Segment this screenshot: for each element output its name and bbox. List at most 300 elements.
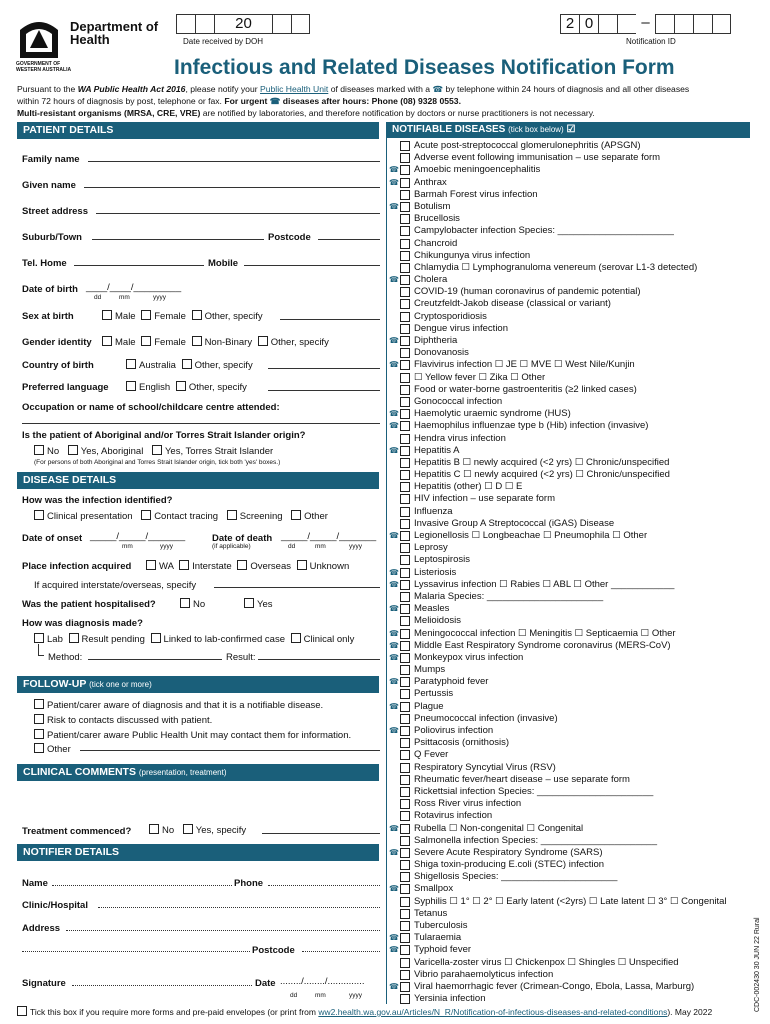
- notifier-phone-field[interactable]: [268, 876, 380, 886]
- disease-label: Mumps: [414, 664, 446, 676]
- notification-id-boxes[interactable]: [560, 14, 731, 34]
- street-label: Street address: [22, 206, 89, 217]
- phone-icon: ☎: [389, 640, 399, 650]
- notifier-date-label: Date: [255, 978, 276, 989]
- torres-yes-checkbox[interactable]: [152, 445, 162, 455]
- clinic-field[interactable]: [98, 898, 380, 908]
- disease-row[interactable]: [392, 871, 752, 883]
- disease-label: Meningococcal infection ☐ Meningitis ☐ Septicaemia ☐ Other: [414, 627, 676, 639]
- disease-label: Smallpox: [414, 883, 454, 895]
- disease-row[interactable]: [392, 908, 752, 920]
- suburb-label: Suburb/Town: [22, 232, 82, 243]
- disease-checkbox[interactable]: [400, 811, 410, 821]
- disease-checkbox[interactable]: [400, 921, 410, 931]
- notifier-name-label: Name: [22, 878, 48, 889]
- disease-checkbox[interactable]: [400, 848, 410, 858]
- disease-checkbox[interactable]: [400, 897, 410, 907]
- disease-checkbox[interactable]: [400, 604, 410, 614]
- disease-row[interactable]: [389, 846, 752, 859]
- disease-checkbox[interactable]: [400, 360, 410, 370]
- lab-checkbox[interactable]: [34, 633, 44, 643]
- disease-label: Middle East Respiratory Syndrome coronavirus (MERS-CoV): [414, 639, 671, 651]
- result-field[interactable]: [258, 650, 380, 660]
- disease-label: Amoebic meningoencephalitis: [414, 164, 541, 176]
- disease-label: Plague: [414, 700, 444, 712]
- disease-label: Typhoid fever: [414, 944, 472, 956]
- disease-checkbox[interactable]: [400, 373, 410, 383]
- language-other-field[interactable]: [268, 381, 380, 391]
- disease-row[interactable]: [392, 286, 752, 298]
- disease-row[interactable]: [389, 164, 752, 176]
- disease-checkbox[interactable]: [400, 665, 410, 675]
- disease-checkbox[interactable]: [400, 299, 410, 309]
- disease-row[interactable]: [389, 932, 752, 944]
- disease-checkbox[interactable]: [400, 519, 410, 529]
- language-label: Preferred language: [22, 382, 109, 393]
- disease-row[interactable]: [392, 786, 752, 798]
- how-identified-label: How was the infection identified?: [22, 495, 173, 506]
- disease-label: HIV infection – use separate form: [414, 493, 555, 505]
- disease-label: Tuberculosis: [414, 920, 468, 931]
- disease-label: Psittacosis (ornithosis): [414, 737, 510, 749]
- gender-female-checkbox[interactable]: [141, 336, 151, 346]
- disease-label: Chikungunya virus infection: [414, 249, 531, 261]
- disease-row[interactable]: [392, 384, 752, 396]
- disease-row[interactable]: [389, 700, 752, 713]
- disease-label: Rubella ☐ Non-congenital ☐ Congenital: [414, 822, 584, 834]
- doh-logo: [16, 12, 176, 72]
- disease-checkbox[interactable]: [400, 263, 410, 273]
- disease-checkbox[interactable]: [400, 763, 410, 773]
- disease-row[interactable]: [392, 688, 752, 700]
- phone-icon: ☎: [389, 445, 399, 455]
- disease-checkbox[interactable]: [400, 214, 410, 224]
- disease-row[interactable]: [389, 676, 752, 688]
- disease-row[interactable]: [392, 140, 752, 152]
- disease-row[interactable]: [389, 420, 752, 432]
- phone-icon: ☎: [389, 933, 399, 943]
- disease-label: Haemolytic uraemic syndrome (HUS): [414, 408, 571, 420]
- language-english-checkbox[interactable]: [126, 381, 136, 391]
- country-australia-checkbox[interactable]: [126, 359, 136, 369]
- phone-icon: ☎: [389, 201, 399, 211]
- disease-checkbox[interactable]: [400, 202, 410, 212]
- disease-checkbox[interactable]: [400, 470, 410, 480]
- phone-icon: ☎: [389, 823, 399, 833]
- disease-row[interactable]: [392, 737, 752, 749]
- disease-row[interactable]: [392, 469, 752, 481]
- disease-checkbox[interactable]: [400, 494, 410, 504]
- disease-checkbox[interactable]: [400, 836, 410, 846]
- notifier-date-field[interactable]: ......../......../..............: [280, 976, 365, 987]
- disease-row[interactable]: [392, 591, 752, 603]
- disease-row[interactable]: [392, 664, 752, 676]
- disease-row[interactable]: [389, 444, 752, 457]
- disease-row[interactable]: [389, 627, 752, 640]
- disease-checkbox[interactable]: [400, 958, 410, 968]
- result-label: Result:: [226, 652, 256, 663]
- other-identified-checkbox[interactable]: [291, 510, 301, 520]
- public-health-unit-link[interactable]: Public Health Unit: [260, 84, 329, 94]
- given-name-label: Given name: [22, 180, 76, 191]
- disease-row[interactable]: [392, 298, 752, 310]
- onset-mm: mm: [122, 543, 133, 550]
- aboriginal-no-checkbox[interactable]: [34, 445, 44, 455]
- disease-checkbox[interactable]: [400, 689, 410, 699]
- disease-checkbox[interactable]: [400, 787, 410, 797]
- date-received-value[interactable]: 20: [214, 14, 272, 34]
- disease-checkbox[interactable]: [400, 275, 410, 285]
- country-other-checkbox[interactable]: [182, 359, 192, 369]
- disease-checkbox[interactable]: [400, 251, 410, 261]
- clinic-label: Clinic/Hospital: [22, 900, 88, 911]
- disease-row[interactable]: [389, 883, 752, 895]
- address-label: Address: [22, 923, 61, 934]
- disease-label: Shiga toxin-producing E.coli (STEC) infection: [414, 859, 605, 871]
- treatment-options: No Yes, specify: [149, 824, 246, 836]
- street-field[interactable]: [96, 204, 380, 214]
- disease-checkbox[interactable]: [400, 909, 410, 919]
- disease-checkbox[interactable]: [400, 738, 410, 748]
- gov-label: GOVERNMENT OF WESTERN AUSTRALIA: [16, 61, 72, 73]
- occupation-field[interactable]: [22, 414, 380, 424]
- disease-label: Dengue virus infection: [414, 322, 508, 334]
- disease-label: Flavivirus infection ☐ JE ☐ MVE ☐ West Nile/Kunjin: [414, 359, 635, 371]
- aboriginal-note: (For persons of both Aboriginal and Torres Strait Islander origin, tick both 'yes' boxes.): [34, 459, 281, 466]
- method-label: Method:: [48, 652, 83, 663]
- disease-checkbox[interactable]: [400, 409, 410, 419]
- contact-tracing-checkbox[interactable]: [141, 510, 151, 520]
- dob-field[interactable]: ____/____/_________: [86, 282, 182, 293]
- disease-checkbox[interactable]: [400, 446, 410, 456]
- disease-checkbox[interactable]: [400, 239, 410, 249]
- phone-icon: ☎: [389, 945, 399, 955]
- treatment-yes-checkbox[interactable]: [183, 824, 193, 834]
- disease-row[interactable]: [392, 506, 752, 518]
- disease-row[interactable]: [389, 980, 752, 993]
- sex-other-checkbox[interactable]: [192, 310, 202, 320]
- interstate-checkbox[interactable]: [179, 560, 189, 570]
- disease-label: Anthrax: [414, 176, 447, 188]
- given-name-field[interactable]: [84, 178, 380, 188]
- disease-checkbox[interactable]: [400, 629, 410, 639]
- disease-checkbox[interactable]: [400, 994, 410, 1004]
- disease-checkbox[interactable]: [400, 568, 410, 578]
- disease-checkbox[interactable]: [400, 336, 410, 346]
- disease-checkbox[interactable]: [400, 677, 410, 687]
- result-pending-checkbox[interactable]: [69, 633, 79, 643]
- disease-checkbox[interactable]: [400, 153, 410, 163]
- disease-row[interactable]: [389, 176, 752, 189]
- overseas-checkbox[interactable]: [237, 560, 247, 570]
- death-field[interactable]: _____/_____/_______: [281, 531, 377, 542]
- disease-row[interactable]: [392, 957, 752, 969]
- signature-field[interactable]: [72, 976, 252, 986]
- wa-checkbox[interactable]: [146, 560, 156, 570]
- disease-checkbox[interactable]: [400, 324, 410, 334]
- sex-male-checkbox[interactable]: [102, 310, 112, 320]
- disease-label: Food or water-borne gastroenteritis (≥2 linked cases): [414, 383, 637, 395]
- disease-label: Haemophilus influenzae type b (Hib) infection (invasive): [414, 420, 649, 432]
- aboriginal-yes-checkbox[interactable]: [68, 445, 78, 455]
- gender-male-checkbox[interactable]: [102, 336, 112, 346]
- disease-row[interactable]: [389, 578, 752, 591]
- phone-icon: ☎: [389, 165, 399, 175]
- followup-checkbox[interactable]: [34, 699, 44, 709]
- death-dd: dd: [288, 543, 296, 550]
- disease-row[interactable]: [392, 396, 752, 408]
- suburb-field[interactable]: [92, 230, 264, 240]
- disease-checkbox[interactable]: [400, 385, 410, 395]
- disease-row[interactable]: [392, 250, 752, 262]
- disease-checkbox[interactable]: [400, 860, 410, 870]
- disease-row[interactable]: [392, 859, 752, 871]
- disease-checkbox[interactable]: [400, 141, 410, 151]
- followup-other-field[interactable]: [80, 741, 380, 751]
- disease-checkbox[interactable]: [400, 726, 410, 736]
- disease-row[interactable]: [392, 213, 752, 225]
- notifier-phone-label: Phone: [234, 878, 264, 889]
- disease-checkbox[interactable]: [400, 933, 410, 943]
- disease-row[interactable]: [392, 762, 752, 774]
- disease-label: Chlamydia ☐ Lymphogranuloma venereum (serovar L1-3 detected): [414, 261, 698, 273]
- notifier-postcode-field[interactable]: [302, 942, 380, 952]
- disease-row[interactable]: [392, 225, 752, 237]
- disease-checkbox[interactable]: [400, 872, 410, 882]
- disease-checkbox[interactable]: [400, 641, 410, 651]
- disease-row[interactable]: [392, 542, 752, 554]
- disease-row[interactable]: [392, 189, 752, 201]
- clinical-only-checkbox[interactable]: [291, 633, 301, 643]
- phone-icon: ☎: [389, 981, 399, 991]
- disease-details-header: DISEASE DETAILS: [17, 472, 379, 489]
- disease-checkbox[interactable]: [400, 165, 410, 175]
- address-field-2[interactable]: [22, 942, 250, 952]
- disease-row[interactable]: [392, 920, 752, 932]
- disease-row[interactable]: [392, 749, 752, 761]
- disease-row[interactable]: [392, 347, 752, 359]
- disease-label: Rotavirus infection: [414, 810, 493, 822]
- disease-checkbox[interactable]: [400, 397, 410, 407]
- disease-row[interactable]: [392, 615, 752, 627]
- notifier-header: NOTIFIER DETAILS: [17, 844, 379, 861]
- treatment-specify-field[interactable]: [262, 824, 380, 834]
- disease-row[interactable]: [392, 554, 752, 566]
- phone-icon: ☎: [389, 567, 399, 577]
- disease-row[interactable]: [392, 896, 752, 908]
- disease-label: Hepatitis A: [414, 444, 460, 456]
- disease-checkbox[interactable]: [400, 434, 410, 444]
- hosp-yes-checkbox[interactable]: [244, 598, 254, 608]
- place-options: WA Interstate Overseas Unknown: [146, 560, 349, 572]
- disease-row[interactable]: [392, 433, 752, 445]
- request-forms-checkbox[interactable]: [17, 1006, 27, 1016]
- sex-label: Sex at birth: [22, 311, 74, 322]
- disease-checkbox[interactable]: [400, 982, 410, 992]
- disease-row[interactable]: [392, 993, 752, 1005]
- disease-checkbox[interactable]: [400, 312, 410, 322]
- gender-nonbinary-checkbox[interactable]: [192, 336, 202, 346]
- disease-row[interactable]: [392, 152, 752, 164]
- disease-checkbox[interactable]: [400, 555, 410, 565]
- gender-other-checkbox[interactable]: [258, 336, 268, 346]
- hospitalised-label: Was the patient hospitalised?: [22, 599, 156, 610]
- phone-icon: ☎: [389, 701, 399, 711]
- date-received-label: Date received by DOH: [183, 37, 264, 46]
- sex-options: Male Female Other, specify: [102, 310, 263, 322]
- phone-icon: ☎: [389, 275, 399, 285]
- disease-checkbox[interactable]: [400, 507, 410, 517]
- disease-row[interactable]: [392, 835, 752, 847]
- disease-row[interactable]: [392, 774, 752, 786]
- disease-label: Vibrio parahaemolyticus infection: [414, 968, 554, 980]
- disease-checkbox[interactable]: [400, 226, 410, 236]
- notif-digit[interactable]: 2: [560, 14, 579, 34]
- disease-row[interactable]: [392, 238, 752, 250]
- disease-checkbox[interactable]: [400, 799, 410, 809]
- disease-row[interactable]: [389, 566, 752, 579]
- disease-checkbox[interactable]: [400, 616, 410, 626]
- disease-row[interactable]: [392, 311, 752, 323]
- phone-icon: ☎: [389, 421, 399, 431]
- language-options: English Other, specify: [126, 381, 247, 393]
- disease-checkbox[interactable]: [400, 580, 410, 590]
- onset-field[interactable]: _____/_____/_______: [90, 531, 186, 542]
- clinical-comments-area[interactable]: [17, 781, 379, 821]
- disease-checkbox[interactable]: [400, 945, 410, 955]
- disease-checkbox[interactable]: [400, 775, 410, 785]
- disease-row[interactable]: [389, 274, 752, 286]
- disease-row[interactable]: [392, 323, 752, 335]
- date-received-boxes[interactable]: [176, 14, 310, 34]
- disease-row[interactable]: [389, 200, 752, 213]
- disease-label: Adverse event following immunisation – use separate form: [414, 152, 661, 164]
- disease-checkbox[interactable]: [400, 543, 410, 553]
- followup-item-1: Patient/carer aware of diagnosis and that it is a notifiable disease.: [34, 699, 323, 711]
- disease-checkbox[interactable]: [400, 531, 410, 541]
- disease-checkbox[interactable]: [400, 190, 410, 200]
- disease-row[interactable]: [389, 530, 752, 542]
- crest-icon: [16, 12, 62, 60]
- notification-id-label: Notification ID: [626, 37, 676, 46]
- disease-checkbox[interactable]: [400, 592, 410, 602]
- phone-icon: ☎: [389, 579, 399, 589]
- linked-checkbox[interactable]: [151, 633, 161, 643]
- disease-checkbox[interactable]: [400, 714, 410, 724]
- disease-row[interactable]: [392, 262, 752, 274]
- phone-icon: ☎: [389, 847, 399, 857]
- disease-row[interactable]: [392, 798, 752, 810]
- notifier-name-field[interactable]: [52, 876, 232, 886]
- disease-label: Severe Acute Respiratory Syndrome (SARS): [414, 846, 603, 858]
- unknown-checkbox[interactable]: [297, 560, 307, 570]
- followup-item-3: Patient/carer aware Public Health Unit may contact them for information.: [34, 729, 351, 741]
- disease-row[interactable]: [389, 944, 752, 956]
- screening-checkbox[interactable]: [227, 510, 237, 520]
- disease-checkbox[interactable]: [400, 348, 410, 358]
- phone-icon: ☎: [269, 96, 281, 106]
- treatment-no-checkbox[interactable]: [149, 824, 159, 834]
- disease-list: [389, 140, 752, 1005]
- disease-row[interactable]: [389, 603, 752, 615]
- disease-label: Shigellosis Species: ______________________: [414, 871, 618, 883]
- disease-label: Legionellosis ☐ Longbeachae ☐ Pneumophila ☐ Other: [414, 530, 648, 541]
- disease-row[interactable]: [389, 335, 752, 347]
- disease-label: Lyssavirus infection ☐ Rabies ☐ ABL ☐ Other ____________: [414, 578, 675, 590]
- disease-row[interactable]: [392, 457, 752, 469]
- disease-row[interactable]: [389, 408, 752, 420]
- followup-checkbox[interactable]: [34, 714, 44, 724]
- notif-digit[interactable]: 0: [579, 14, 598, 34]
- disease-row[interactable]: [389, 639, 752, 652]
- gender-options: Male Female Non-Binary Other, specify: [102, 336, 329, 348]
- disease-row[interactable]: [392, 810, 752, 822]
- place-label: Place infection acquired: [22, 561, 132, 572]
- disease-row[interactable]: [389, 725, 752, 737]
- clinical-presentation-checkbox[interactable]: [34, 510, 44, 520]
- disease-label: Cryptosporidiosis: [414, 310, 487, 322]
- disease-row[interactable]: [392, 713, 752, 725]
- disease-row[interactable]: [392, 969, 752, 981]
- disease-checkbox[interactable]: [400, 178, 410, 188]
- dob-label: Date of birth: [22, 284, 78, 295]
- language-other-checkbox[interactable]: [176, 381, 186, 391]
- intro-text: Pursuant to the WA Public Health Act 2016, please notify your Public Health Unit of diseases marked with a ☎ by telephone within 24 hours of diagnosis and all other diseases within 72 hours of diagnosis by post, telephone or fax. For urgent ☎ diseases after hours: Phone (08) 9328 0553. Multi-resistant organisms (MRSA, CRE, VRE) are notified by laboratories, and therefore notification by doctors or nurse practitioners is not necessary.: [17, 84, 690, 118]
- hosp-yes: Yes: [244, 598, 273, 610]
- disease-label: Salmonella infection Species: ______________________: [414, 834, 657, 846]
- diagnosis-label: How was diagnosis made?: [22, 618, 143, 629]
- death-note: (if applicable): [212, 543, 251, 550]
- disease-checkbox[interactable]: [400, 653, 410, 663]
- disease-checkbox[interactable]: [400, 458, 410, 468]
- disease-row[interactable]: [392, 481, 752, 493]
- disease-row[interactable]: [389, 822, 752, 835]
- disease-checkbox[interactable]: [400, 482, 410, 492]
- family-name-field[interactable]: [88, 152, 380, 162]
- disease-checkbox[interactable]: [400, 970, 410, 980]
- sex-female-checkbox[interactable]: [141, 310, 151, 320]
- tel-field[interactable]: [74, 256, 204, 266]
- footer-link[interactable]: ww2.health.wa.gov.au/Articles/N_R/Notification-of-infectious-diseases-and-related-conditions: [318, 1007, 668, 1017]
- disease-checkbox[interactable]: [400, 824, 410, 834]
- disease-label: Leptospirosis: [414, 554, 470, 566]
- sex-other-field[interactable]: [280, 310, 380, 320]
- death-mm: mm: [315, 543, 326, 550]
- disease-checkbox[interactable]: [400, 287, 410, 297]
- country-other-field[interactable]: [268, 359, 380, 369]
- mobile-field[interactable]: [244, 256, 380, 266]
- disease-row[interactable]: [392, 493, 752, 505]
- disease-checkbox[interactable]: [400, 702, 410, 712]
- disease-checkbox[interactable]: [400, 750, 410, 760]
- disease-row[interactable]: [389, 651, 752, 664]
- disease-row[interactable]: [392, 372, 752, 384]
- postcode-field[interactable]: [318, 230, 380, 240]
- method-field[interactable]: [88, 650, 222, 660]
- method-arrow: [38, 644, 44, 656]
- followup-checkbox[interactable]: [34, 743, 44, 753]
- disease-checkbox[interactable]: [400, 421, 410, 431]
- hosp-no-checkbox[interactable]: [180, 598, 190, 608]
- disease-label: Rickettsial infection Species: ______________________: [414, 785, 654, 797]
- disease-checkbox[interactable]: [400, 884, 410, 894]
- disease-label: Tetanus: [414, 907, 448, 919]
- address-field[interactable]: [66, 921, 380, 931]
- disease-row[interactable]: [392, 518, 752, 530]
- if-acquired-field[interactable]: [214, 578, 380, 588]
- followup-checkbox[interactable]: [34, 729, 44, 739]
- disease-row[interactable]: [389, 359, 752, 371]
